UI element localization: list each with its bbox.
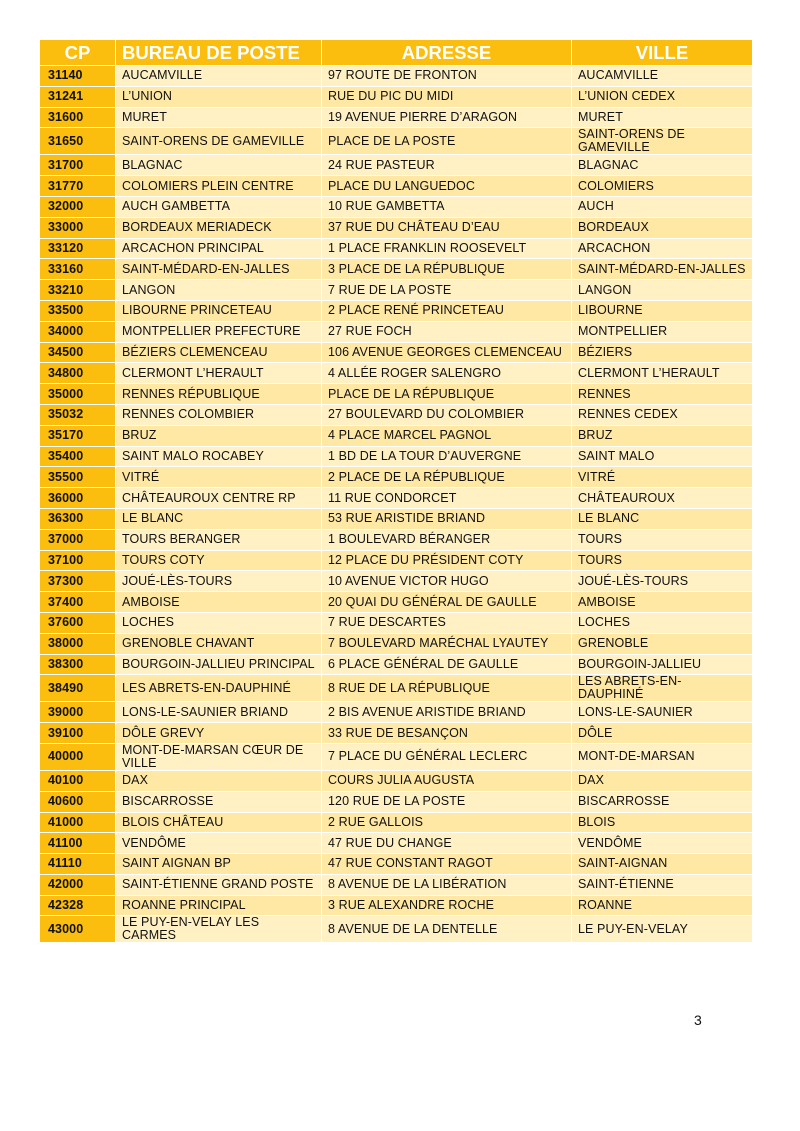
cell-ville: MONTPELLIER: [572, 321, 753, 342]
cell-adresse: 19 AVENUE PIERRE D’ARAGON: [322, 107, 572, 128]
cell-ville: VITRÉ: [572, 467, 753, 488]
table-row: [40, 791, 753, 812]
cell-adresse: PLACE DE LA RÉPUBLIQUE: [322, 384, 572, 405]
table-row: [40, 107, 753, 128]
cell-bureau: SAINT-MÉDARD-EN-JALLES: [116, 259, 322, 280]
cell-cp: 33120: [40, 238, 116, 259]
cell-bureau: AMBOISE: [116, 592, 322, 613]
cell-ville: AUCAMVILLE: [572, 66, 753, 87]
cell-cp: 39100: [40, 723, 116, 744]
cell-bureau: TOURS BERANGER: [116, 529, 322, 550]
cell-bureau: LANGON: [116, 280, 322, 301]
cell-bureau: LONS-LE-SAUNIER BRIAND: [116, 702, 322, 723]
cell-bureau: SAINT-ORENS DE GAMEVILLE: [116, 128, 322, 155]
cell-ville: RENNES CEDEX: [572, 404, 753, 425]
header-adresse: ADRESSE: [322, 40, 572, 66]
cell-ville: JOUÉ-LÈS-TOURS: [572, 571, 753, 592]
cell-cp: 41000: [40, 812, 116, 833]
cell-bureau: AUCH GAMBETTA: [116, 196, 322, 217]
cell-cp: 37100: [40, 550, 116, 571]
cell-ville: L’UNION CEDEX: [572, 86, 753, 107]
cell-cp: 39000: [40, 702, 116, 723]
cell-bureau: COLOMIERS PLEIN CENTRE: [116, 176, 322, 197]
cell-adresse: 2 BIS AVENUE ARISTIDE BRIAND: [322, 702, 572, 723]
cell-ville: LOCHES: [572, 612, 753, 633]
table-row: [40, 770, 753, 791]
cell-cp: 43000: [40, 916, 116, 943]
table-row: [40, 508, 753, 529]
cell-ville: GRENOBLE: [572, 633, 753, 654]
table-body: [40, 66, 753, 943]
cell-cp: 36000: [40, 488, 116, 509]
cell-adresse: 7 RUE DE LA POSTE: [322, 280, 572, 301]
cell-cp: 41100: [40, 833, 116, 854]
cell-adresse: 2 PLACE DE LA RÉPUBLIQUE: [322, 467, 572, 488]
header-ville: VILLE: [572, 40, 753, 66]
cell-adresse: 7 RUE DESCARTES: [322, 612, 572, 633]
cell-cp: 31650: [40, 128, 116, 155]
cell-bureau: MURET: [116, 107, 322, 128]
cell-cp: 42328: [40, 895, 116, 916]
page-number: 3: [694, 1012, 702, 1028]
table-row: [40, 854, 753, 875]
cell-ville: TOURS: [572, 550, 753, 571]
cell-bureau: BORDEAUX MERIADECK: [116, 217, 322, 238]
cell-bureau: MONT-DE-MARSAN CŒUR DE VILLE: [116, 743, 322, 770]
cell-ville: BLAGNAC: [572, 155, 753, 176]
header-bureau: BUREAU DE POSTE: [116, 40, 322, 66]
table-row: [40, 238, 753, 259]
cell-cp: 36300: [40, 508, 116, 529]
cell-bureau: SAINT-ÉTIENNE GRAND POSTE: [116, 874, 322, 895]
cell-bureau: LIBOURNE PRINCETEAU: [116, 300, 322, 321]
cell-cp: 37300: [40, 571, 116, 592]
cell-adresse: 1 PLACE FRANKLIN ROOSEVELT: [322, 238, 572, 259]
post-office-table: [39, 39, 753, 943]
table-row: [40, 467, 753, 488]
table-row: [40, 155, 753, 176]
cell-adresse: 1 BD DE LA TOUR D’AUVERGNE: [322, 446, 572, 467]
cell-bureau: DÔLE GREVY: [116, 723, 322, 744]
cell-adresse: 11 RUE CONDORCET: [322, 488, 572, 509]
table-row: [40, 300, 753, 321]
cell-cp: 33000: [40, 217, 116, 238]
table-row: [40, 384, 753, 405]
table-row: [40, 404, 753, 425]
cell-cp: 34800: [40, 363, 116, 384]
cell-cp: 35032: [40, 404, 116, 425]
cell-ville: VENDÔME: [572, 833, 753, 854]
cell-bureau: CHÂTEAUROUX CENTRE RP: [116, 488, 322, 509]
cell-cp: 41110: [40, 854, 116, 875]
cell-ville: DAX: [572, 770, 753, 791]
cell-ville: LIBOURNE: [572, 300, 753, 321]
cell-adresse: PLACE DE LA POSTE: [322, 128, 572, 155]
cell-ville: CLERMONT L’HERAULT: [572, 363, 753, 384]
cell-bureau: BOURGOIN-JALLIEU PRINCIPAL: [116, 654, 322, 675]
table-row: [40, 571, 753, 592]
cell-bureau: DAX: [116, 770, 322, 791]
cell-adresse: 10 RUE GAMBETTA: [322, 196, 572, 217]
cell-bureau: TOURS COTY: [116, 550, 322, 571]
cell-cp: 32000: [40, 196, 116, 217]
header-cp: CP: [40, 40, 116, 66]
cell-ville: LANGON: [572, 280, 753, 301]
cell-ville: TOURS: [572, 529, 753, 550]
table-row: [40, 86, 753, 107]
cell-bureau: GRENOBLE CHAVANT: [116, 633, 322, 654]
cell-bureau: VITRÉ: [116, 467, 322, 488]
cell-adresse: 3 RUE ALEXANDRE ROCHE: [322, 895, 572, 916]
cell-bureau: SAINT AIGNAN BP: [116, 854, 322, 875]
cell-ville: SAINT-AIGNAN: [572, 854, 753, 875]
table-row: [40, 488, 753, 509]
cell-bureau: MONTPELLIER PREFECTURE: [116, 321, 322, 342]
cell-bureau: LES ABRETS-EN-DAUPHINÉ: [116, 675, 322, 702]
cell-bureau: VENDÔME: [116, 833, 322, 854]
cell-ville: BLOIS: [572, 812, 753, 833]
cell-adresse: 7 BOULEVARD MARÉCHAL LYAUTEY: [322, 633, 572, 654]
cell-adresse: 7 PLACE DU GÉNÉRAL LECLERC: [322, 743, 572, 770]
cell-ville: MURET: [572, 107, 753, 128]
cell-cp: 31600: [40, 107, 116, 128]
cell-bureau: L’UNION: [116, 86, 322, 107]
table-row: [40, 280, 753, 301]
cell-cp: 35500: [40, 467, 116, 488]
cell-cp: 35400: [40, 446, 116, 467]
cell-bureau: LOCHES: [116, 612, 322, 633]
cell-ville: AUCH: [572, 196, 753, 217]
cell-ville: LONS-LE-SAUNIER: [572, 702, 753, 723]
table-row: [40, 874, 753, 895]
cell-adresse: 33 RUE DE BESANÇON: [322, 723, 572, 744]
cell-adresse: COURS JULIA AUGUSTA: [322, 770, 572, 791]
cell-ville: LE BLANC: [572, 508, 753, 529]
table-row: [40, 217, 753, 238]
table-row: [40, 446, 753, 467]
cell-ville: BRUZ: [572, 425, 753, 446]
cell-ville: LES ABRETS-EN-DAUPHINÉ: [572, 675, 753, 702]
table-row: [40, 743, 753, 770]
cell-adresse: 8 AVENUE DE LA DENTELLE: [322, 916, 572, 943]
cell-adresse: 4 ALLÉE ROGER SALENGRO: [322, 363, 572, 384]
table-row: [40, 895, 753, 916]
cell-bureau: ARCACHON PRINCIPAL: [116, 238, 322, 259]
cell-cp: 40100: [40, 770, 116, 791]
cell-adresse: 8 RUE DE LA RÉPUBLIQUE: [322, 675, 572, 702]
cell-ville: CHÂTEAUROUX: [572, 488, 753, 509]
cell-cp: 33500: [40, 300, 116, 321]
table-row: [40, 176, 753, 197]
cell-adresse: PLACE DU LANGUEDOC: [322, 176, 572, 197]
cell-bureau: BLAGNAC: [116, 155, 322, 176]
cell-cp: 37600: [40, 612, 116, 633]
cell-ville: MONT-DE-MARSAN: [572, 743, 753, 770]
table-row: [40, 66, 753, 87]
table-row: [40, 702, 753, 723]
cell-adresse: 6 PLACE GÉNÉRAL DE GAULLE: [322, 654, 572, 675]
table-row: [40, 259, 753, 280]
cell-bureau: ROANNE PRINCIPAL: [116, 895, 322, 916]
cell-ville: BORDEAUX: [572, 217, 753, 238]
table-row: [40, 342, 753, 363]
cell-adresse: 2 RUE GALLOIS: [322, 812, 572, 833]
cell-bureau: RENNES COLOMBIER: [116, 404, 322, 425]
cell-cp: 33210: [40, 280, 116, 301]
cell-bureau: CLERMONT L’HERAULT: [116, 363, 322, 384]
cell-bureau: BLOIS CHÂTEAU: [116, 812, 322, 833]
cell-adresse: 97 ROUTE DE FRONTON: [322, 66, 572, 87]
table-row: [40, 196, 753, 217]
cell-ville: SAINT-ÉTIENNE: [572, 874, 753, 895]
cell-adresse: 37 RUE DU CHÂTEAU D’EAU: [322, 217, 572, 238]
cell-ville: BÉZIERS: [572, 342, 753, 363]
cell-ville: COLOMIERS: [572, 176, 753, 197]
table-row: [40, 529, 753, 550]
cell-bureau: RENNES RÉPUBLIQUE: [116, 384, 322, 405]
cell-cp: 35170: [40, 425, 116, 446]
cell-cp: 31770: [40, 176, 116, 197]
cell-ville: BOURGOIN-JALLIEU: [572, 654, 753, 675]
cell-cp: 34000: [40, 321, 116, 342]
cell-bureau: BISCARROSSE: [116, 791, 322, 812]
table-row: [40, 612, 753, 633]
cell-adresse: 53 RUE ARISTIDE BRIAND: [322, 508, 572, 529]
cell-cp: 40000: [40, 743, 116, 770]
cell-cp: 37000: [40, 529, 116, 550]
cell-adresse: 20 QUAI DU GÉNÉRAL DE GAULLE: [322, 592, 572, 613]
cell-cp: 34500: [40, 342, 116, 363]
table-row: [40, 363, 753, 384]
cell-ville: RENNES: [572, 384, 753, 405]
cell-adresse: 8 AVENUE DE LA LIBÉRATION: [322, 874, 572, 895]
cell-adresse: 106 AVENUE GEORGES CLEMENCEAU: [322, 342, 572, 363]
table-row: [40, 592, 753, 613]
cell-ville: AMBOISE: [572, 592, 753, 613]
cell-bureau: SAINT MALO ROCABEY: [116, 446, 322, 467]
cell-cp: 38000: [40, 633, 116, 654]
cell-ville: DÔLE: [572, 723, 753, 744]
cell-adresse: 4 PLACE MARCEL PAGNOL: [322, 425, 572, 446]
cell-cp: 33160: [40, 259, 116, 280]
cell-ville: SAINT MALO: [572, 446, 753, 467]
cell-adresse: 2 PLACE RENÉ PRINCETEAU: [322, 300, 572, 321]
table-row: [40, 654, 753, 675]
cell-adresse: 12 PLACE DU PRÉSIDENT COTY: [322, 550, 572, 571]
cell-cp: 38490: [40, 675, 116, 702]
table-row: [40, 812, 753, 833]
cell-adresse: 3 PLACE DE LA RÉPUBLIQUE: [322, 259, 572, 280]
cell-cp: 31241: [40, 86, 116, 107]
table-row: [40, 723, 753, 744]
table-row: [40, 833, 753, 854]
cell-adresse: 47 RUE CONSTANT RAGOT: [322, 854, 572, 875]
table-header: [40, 40, 753, 66]
cell-cp: 31700: [40, 155, 116, 176]
cell-adresse: 27 BOULEVARD DU COLOMBIER: [322, 404, 572, 425]
table-row: [40, 425, 753, 446]
cell-bureau: LE PUY-EN-VELAY LES CARMES: [116, 916, 322, 943]
cell-ville: SAINT-ORENS DE GAMEVILLE: [572, 128, 753, 155]
cell-cp: 31140: [40, 66, 116, 87]
table-row: [40, 675, 753, 702]
table-row: [40, 550, 753, 571]
cell-cp: 40600: [40, 791, 116, 812]
cell-cp: 38300: [40, 654, 116, 675]
cell-ville: SAINT-MÉDARD-EN-JALLES: [572, 259, 753, 280]
cell-ville: LE PUY-EN-VELAY: [572, 916, 753, 943]
table-row: [40, 633, 753, 654]
table-row: [40, 128, 753, 155]
cell-adresse: 1 BOULEVARD BÉRANGER: [322, 529, 572, 550]
cell-cp: 37400: [40, 592, 116, 613]
cell-cp: 42000: [40, 874, 116, 895]
cell-bureau: JOUÉ-LÈS-TOURS: [116, 571, 322, 592]
cell-adresse: 47 RUE DU CHANGE: [322, 833, 572, 854]
cell-adresse: RUE DU PIC DU MIDI: [322, 86, 572, 107]
table-row: [40, 916, 753, 943]
cell-bureau: AUCAMVILLE: [116, 66, 322, 87]
cell-adresse: 24 RUE PASTEUR: [322, 155, 572, 176]
table-row: [40, 321, 753, 342]
cell-bureau: BRUZ: [116, 425, 322, 446]
cell-cp: 35000: [40, 384, 116, 405]
cell-ville: ROANNE: [572, 895, 753, 916]
cell-bureau: BÉZIERS CLEMENCEAU: [116, 342, 322, 363]
cell-adresse: 10 AVENUE VICTOR HUGO: [322, 571, 572, 592]
cell-bureau: LE BLANC: [116, 508, 322, 529]
cell-adresse: 27 RUE FOCH: [322, 321, 572, 342]
cell-ville: ARCACHON: [572, 238, 753, 259]
cell-adresse: 120 RUE DE LA POSTE: [322, 791, 572, 812]
cell-ville: BISCARROSSE: [572, 791, 753, 812]
